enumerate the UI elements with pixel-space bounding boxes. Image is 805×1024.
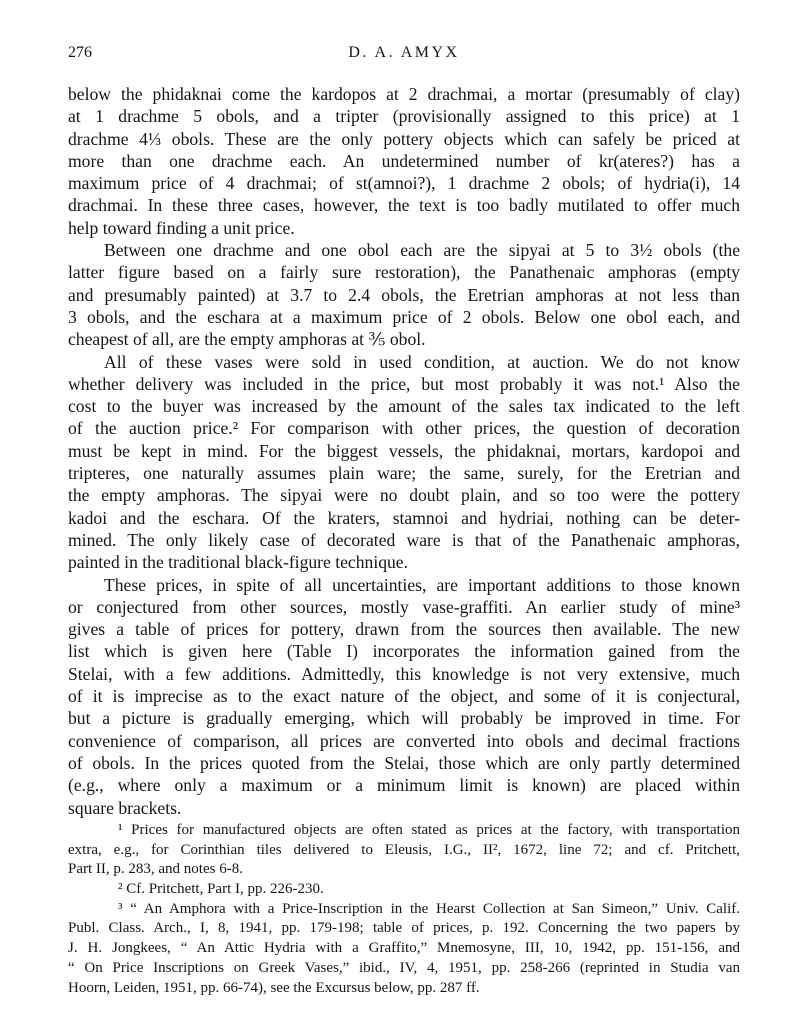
body-line: or conjectured from other sources, mostly vase-graffiti. An earlier study of mine³	[68, 596, 740, 617]
body-line: of the auction price.² For comparison with other prices, the question of decoration	[68, 418, 740, 439]
page-header	[68, 44, 740, 66]
body-line: more than one drachme each. An undetermined number of kr(ateres?) has a	[68, 150, 740, 171]
body-line: the empty amphoras. The sipyai were no doubt plain, and so too were the pottery	[68, 485, 740, 506]
footnote-line: J. H. Jongkees, “ An Attic Hydria with a Graffito,” Mnemosyne, III, 10, 1942, pp. 151-156, and	[68, 940, 740, 957]
body-line: drachmai. In these three cases, however, the text is too badly mutilated to offer much	[68, 195, 740, 216]
body-line: Stelai, with a few additions. Admittedly, this knowledge is not very extensive, much	[68, 663, 740, 684]
body-line: Between one drachme and one obol each are the sipyai at 5 to 3½ obols (the	[104, 240, 740, 261]
body-line: of obols. In the prices quoted from the Stelai, those which are only partly determined	[68, 752, 740, 773]
body-line: square brackets.	[68, 797, 182, 818]
footnotes	[68, 821, 740, 998]
body-line: 3 obols, and the eschara at a maximum price of 2 obols. Below one obol each, and	[68, 306, 740, 327]
body-line: maximum price of 4 drachmai; of st(amnoi?), 1 drachme 2 obols; of hydria(i), 14	[68, 173, 740, 194]
body-line: help toward finding a unit price.	[68, 217, 295, 238]
footnote-line: Hoorn, Leiden, 1951, pp. 66-74), see the Excursus below, pp. 287 ff.	[68, 979, 480, 996]
body-line: must be kept in mind. For the biggest vessels, the phidaknai, mortars, kardopoi and	[68, 440, 740, 461]
body-line: cost to the buyer was increased by the amount of the sales tax indicated to the left	[68, 396, 740, 417]
body-line: painted in the traditional black-figure technique.	[68, 552, 409, 573]
body-line: latter figure based on a fairly sure restoration), the Panathenaic amphoras (empty	[68, 262, 740, 283]
body-line: All of these vases were sold in used condition, at auction. We do not know	[104, 351, 740, 372]
body-line: drachme 4⅓ obols. These are the only pottery objects which can safely be priced at	[68, 128, 740, 149]
body-line: list which is given here (Table I) incorporates the information gained from the	[68, 641, 740, 662]
footnote-line: ¹ Prices for manufactured objects are often stated as prices at the factory, with transportation	[118, 822, 740, 838]
body-line: whether delivery was included in the price, but most probably it was not.¹ Also the	[68, 373, 740, 394]
body-line: convenience of comparison, all prices are converted into obols and decimal fractions	[68, 730, 740, 751]
body-line: at 1 drachme 5 obols, and a tripter (provisionally assigned to this price) at 1	[68, 106, 740, 127]
body-line: mined. The only likely case of decorated ware is that of the Panathenaic amphoras,	[68, 529, 740, 550]
footnote-line: ² Cf. Pritchett, Part I, pp. 226-230.	[118, 881, 324, 898]
footnote-line: extra, e.g., for Corinthian tiles delivered to Eleusis, I.G., II², 1672, line 72; and cf. Pritchett,	[68, 841, 740, 858]
body-line: but a picture is gradually emerging, which will probably be improved in time. For	[68, 708, 740, 729]
footnote-line: “ On Price Inscriptions on Greek Vases,” ibid., IV, 4, 1951, pp. 258-266 (reprinted in Studia van	[68, 959, 740, 976]
body-line: gives a table of prices for pottery, drawn from the sources then available. The new	[68, 619, 740, 640]
body-line: kadoi and the eschara. Of the kraters, stamnoi and hydriai, nothing can be deter-	[68, 507, 740, 528]
running-head: D. A. AMYX	[348, 44, 460, 61]
body-line: (e.g., where only a maximum or a minimum limit is known) are placed within	[68, 775, 740, 796]
footnote-line: Part II, p. 283, and notes 6-8.	[68, 861, 243, 878]
body-line: cheapest of all, are the empty amphoras at ⅗ obol.	[68, 329, 426, 350]
body-line: These prices, in spite of all uncertainties, are important additions to those known	[104, 574, 740, 595]
body-text	[68, 83, 740, 819]
page-number: 276	[68, 44, 92, 61]
body-line: below the phidaknai come the kardopos at 2 drachmai, a mortar (presumably of clay)	[68, 84, 740, 104]
footnote-line: Publ. Class. Arch., I, 8, 1941, pp. 179-198; table of prices, p. 192. Concerning the two papers by	[68, 920, 740, 937]
body-line: and presumably painted) at 3.7 to 2.4 obols, the Eretrian amphoras at not less than	[68, 284, 740, 305]
body-line: of it is imprecise as to the exact nature of the object, and some of it is conjectural,	[68, 686, 740, 707]
footnote-line: ³ “ An Amphora with a Price-Inscription in the Hearst Collection at San Simeon,” Univ. Calif.	[118, 900, 740, 917]
body-line: tripteres, one naturally assumes plain ware; the same, surely, for the Eretrian and	[68, 463, 740, 484]
